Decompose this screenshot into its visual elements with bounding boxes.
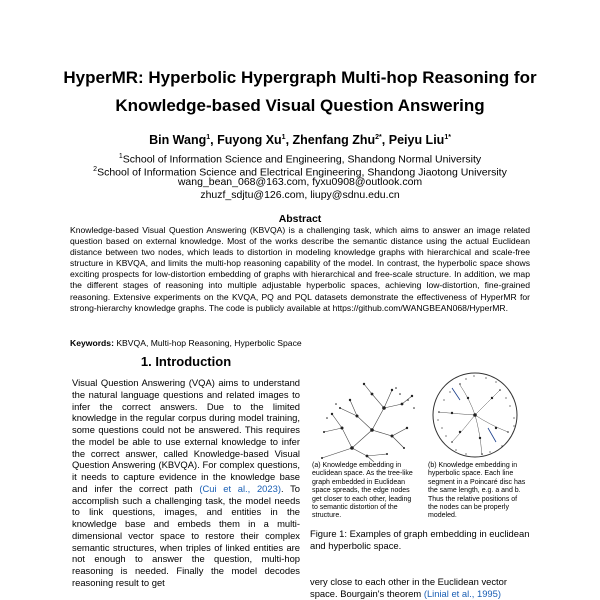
right-col-text: space. Bourgain's theorem [310,588,422,599]
subfigure-b-caption: (b) Knowledge embedding in hyperbolic space. Each line segment in a Poincaré disc has the same length, e.g. a and b. Thus the relative positions of the nodes can be properly modeled. [428,462,526,520]
affiliation-sup: 1 [118,153,123,160]
right-column-line-1: very close to each other in the Euclidean vector [310,576,507,587]
emails-line-2: zhuzf_sdjtu@126.com, liupy@sdnu.edu.cn [200,189,400,201]
keywords-text: KBVQA, Multi-hop Reasoning, Hyperbolic Space [116,338,302,348]
author-list: Bin Wang$^1$, Fuyong Xu$^1$, Zhenfang Zhu$^{2*}$, Peiyu Liu$^{1*}$ [149,133,451,147]
paper-title-line-2: Knowledge-based Visual Question Answering [115,96,485,115]
right-column-line-2 [310,588,530,600]
abstract-heading: Abstract [278,213,322,225]
affiliation-text: School of Information Science and Electrical Engineering, Shandong Jiaotong University [97,166,507,179]
poincare-disc-figure [430,370,520,460]
euclidean-embedding-figure [312,378,418,462]
section-heading-introduction: 1. Introduction [140,354,232,369]
paper-title-line-1: HyperMR: Hyperbolic Hypergraph Multi-hop Reasoning for [63,68,537,87]
affiliation-text: School of Information Science and Engineering, Shandong Normal University [122,153,482,166]
author-name: Bin Wang [149,133,207,147]
citation-link[interactable]: (Cui et al., 2023) [199,482,281,494]
keywords-label: Keywords: [70,338,114,348]
intro-text-b: . To accomplish such a challenging task, the model needs to link questions, images, and entities in the knowledge base and embeds them in a multi-dimensional vector space to restore their complex semantic structures, when triples of linked entities are not enough to answer the question, multi-hop reasoning is needed. Finally the model decodes reasoning result to get [72,482,300,588]
author-sup: 1 [206,133,211,141]
author-sup: 1 [281,133,286,141]
affiliation-sup: 2 [93,166,98,173]
keywords [70,338,302,348]
emails-line-1: wang_bean_068@163.com, fyxu0908@outlook.com [177,176,423,188]
author-name: Zhenfang Zhu [292,133,376,147]
subfigure-a-caption: (a) Knowledge embedding in euclidean space. As the tree-like graph embedded in Euclidean space spreads, the edge nodes get closer to each other, leading to semantic distortion of the structure. [312,462,413,520]
author-sup: 1* [444,133,451,141]
abstract-body: Knowledge-based Visual Question Answering (KBVQA) is a challenging task, which aims to answer an image related question based on external knowledge. Most of the works describe the semantic distance using the actual Euclidean distance between two nodes, which leads to distortion in modeling knowledge graphs with hierarchical and scale-free structure in KBVQA, and limits the multi-hop reasoning capability of the model. In contrast, the hyperbolic space shows exciting prospects for low-distortion embedding of graphs with hierarchical and free-scale structure. In addition, we map the different stages of reasoning into multiple adjustable hyperbolic spaces, achieving low-distortion, fine-grained reasoning. Extensive experiments on the KVQA, PQ and PQL datasets demonstrate the effectiveness of HyperMR for strong-hierarchy knowledge graphs. The code is publicly available at https://github.com/WANGBEAN068/HyperMR. [70,225,530,313]
intro-text-a: Visual Question Answering (VQA) aims to understand the natural language questions and related images to infer the correct answers. Due to the limited knowledge in the regular corpus during model training, some questions could not be answered. This requires the model be able to use external knowledge to infer the correct answer, called Knowledge-based Visual Question Answering (KBVQA). For complex questions, it needs to capture evidence in the knowledge base and infer the correct path [72,377,300,494]
author-sup: 2* [375,133,382,141]
introduction-paragraph [72,377,300,599]
author-name: Fuyong Xu [217,133,282,147]
author-name: Peiyu Liu [388,133,445,147]
citation-link[interactable]: (Linial et al., 1995) [423,588,501,599]
figure-1-caption: Figure 1: Examples of graph embedding in euclidean and hyperbolic space. [310,528,530,551]
